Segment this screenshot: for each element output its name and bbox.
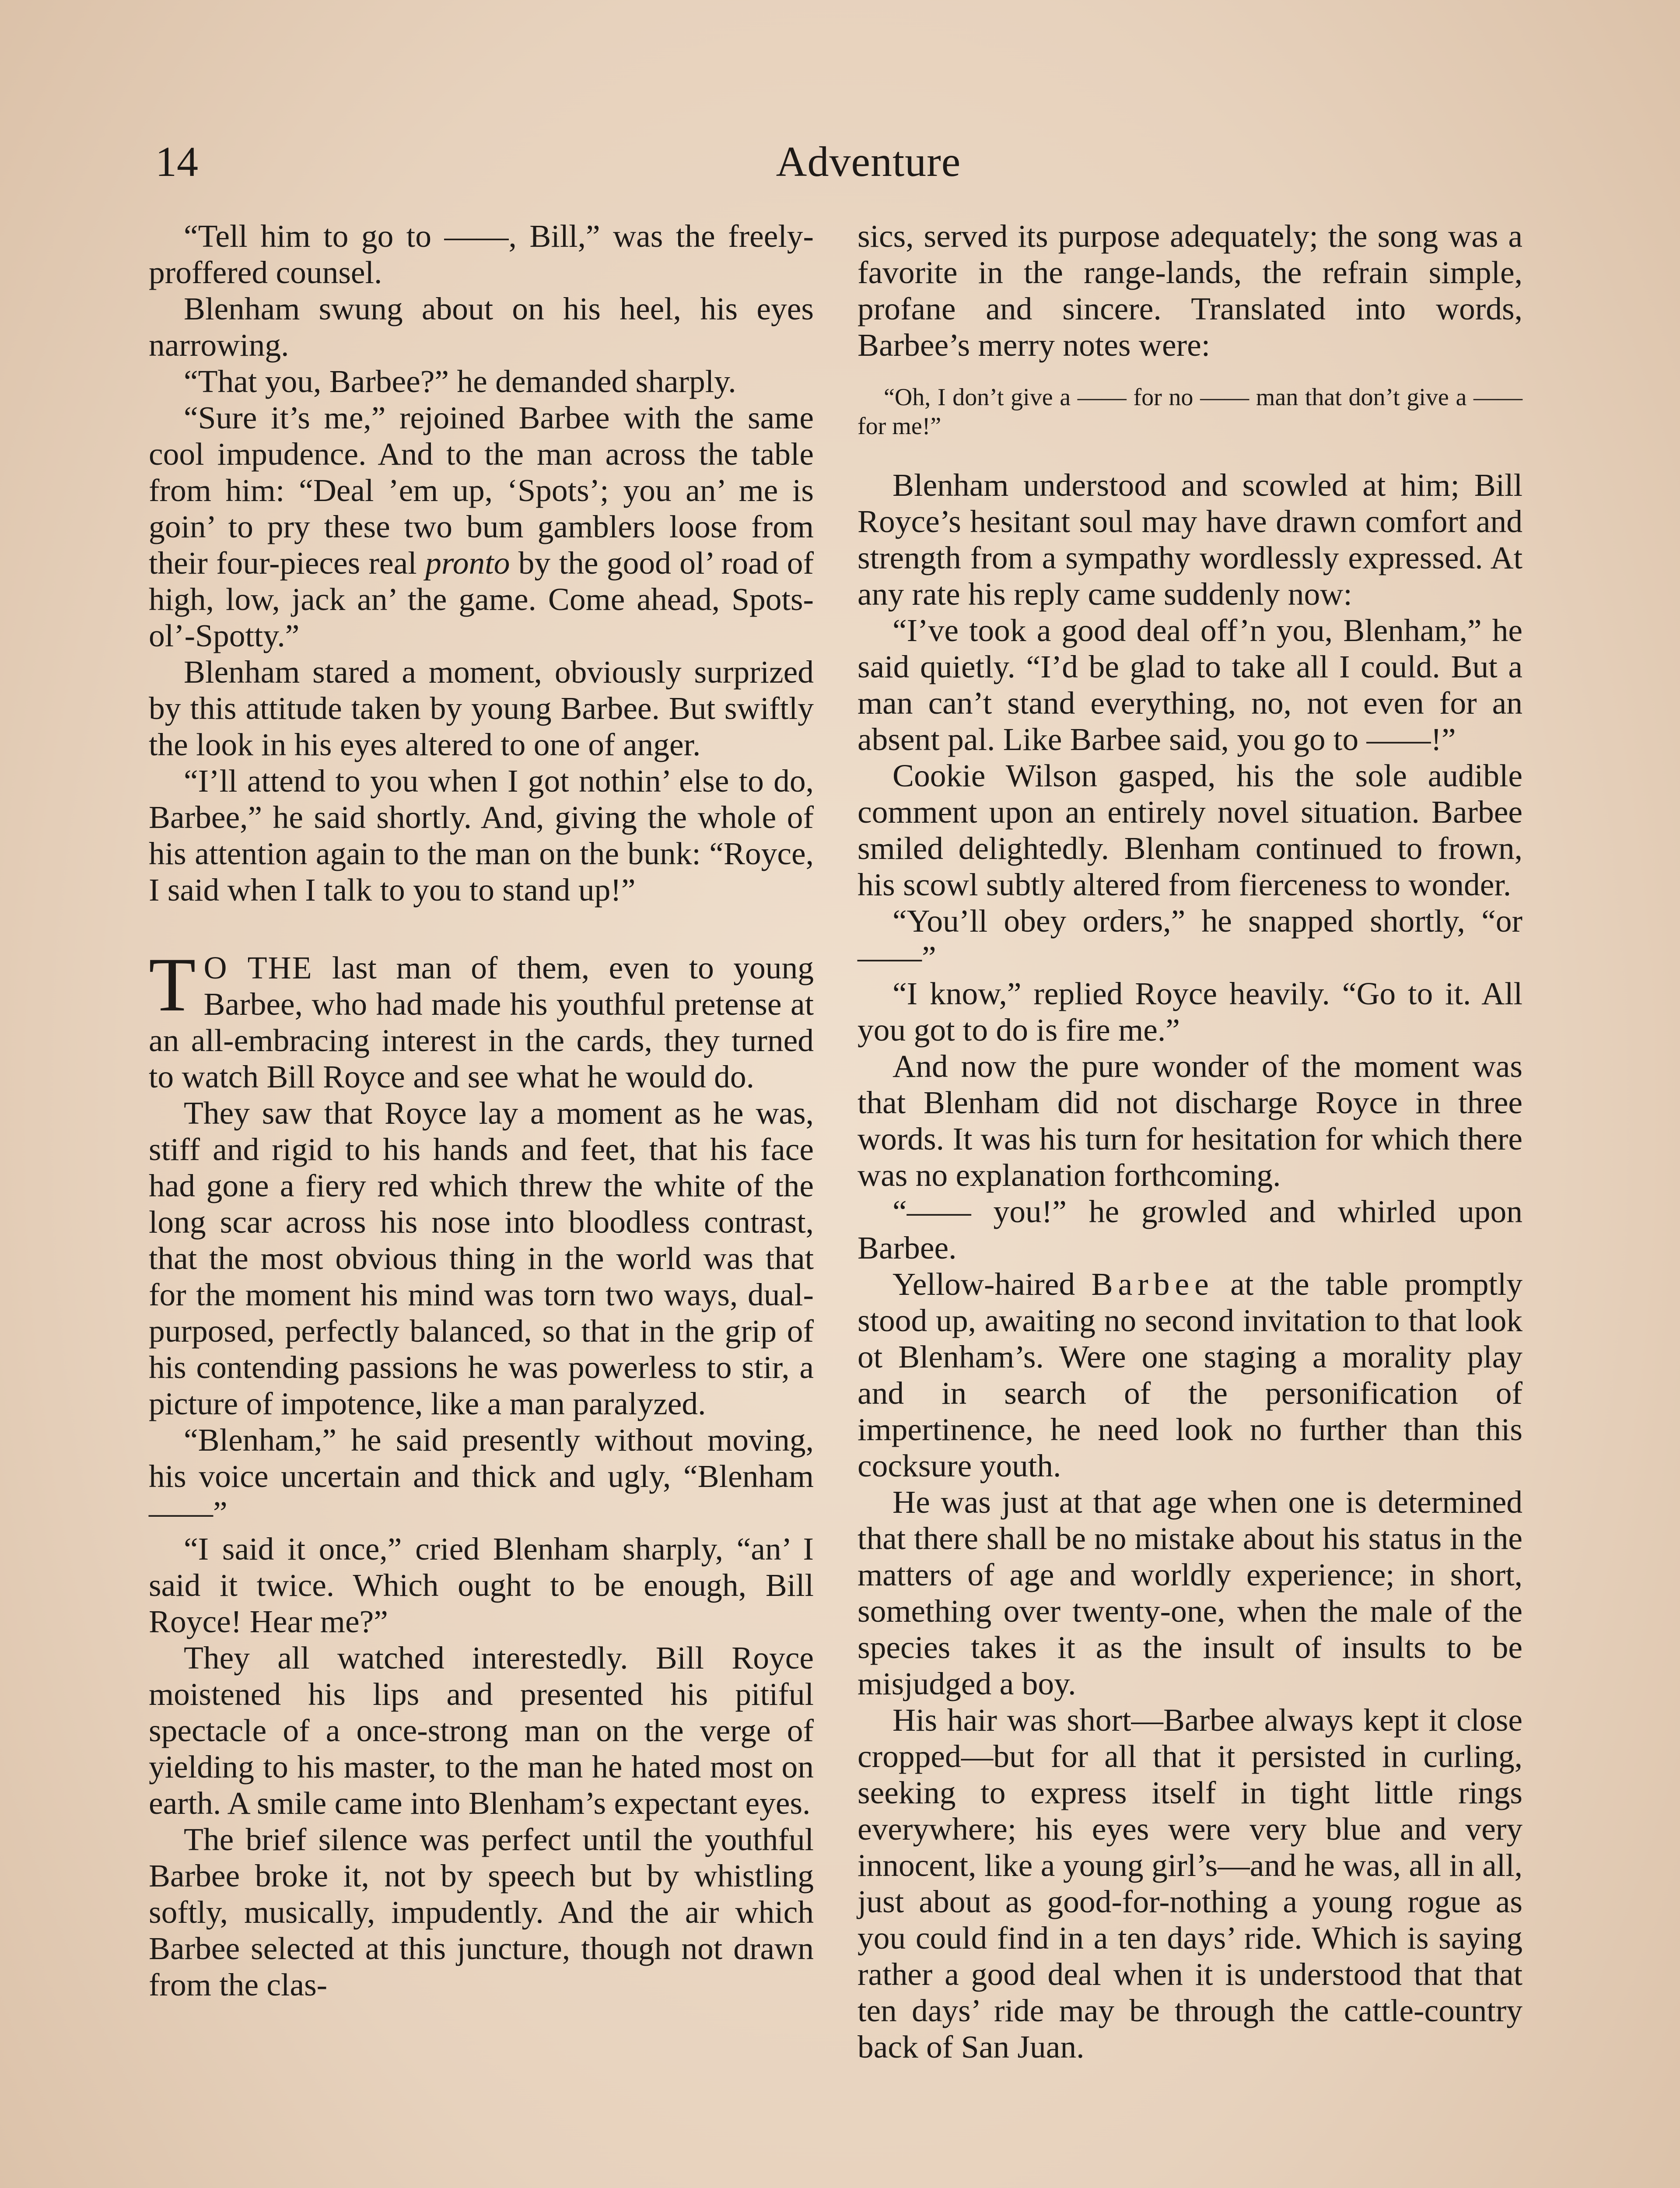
paragraph: “I’ll attend to you when I got nothin’ else to do, Barbee,” he said shortly. And, giving the whole of his attention again to the man on the bunk: “Royce, I said when I talk to you to stand up!” bbox=[149, 763, 814, 908]
paragraph: Blenham swung about on his heel, his eyes narrowing. bbox=[149, 291, 814, 363]
paragraph: “You’ll obey orders,” he snapped shortly, “or ——” bbox=[858, 903, 1522, 975]
paragraph: “—— you!” he growled and whirled upon Barbee. bbox=[858, 1194, 1522, 1266]
paragraph: “That you, Barbee?” he demanded sharply. bbox=[184, 364, 736, 399]
paragraph bbox=[858, 1266, 1522, 1484]
paragraph-text: by the good ol’ road of high, low, jack an’ the game. Come ahead, Spots-ol’-Spotty.” bbox=[149, 545, 814, 653]
paragraph: Blenham understood and scowled at him; Bill Royce’s hesitant soul may have drawn comfort and strength from a sympathy wordlessly expressed. At any rate his reply came suddenly now: bbox=[858, 467, 1522, 612]
paragraph: They saw that Royce lay a moment as he was, stiff and rigid to his hands and feet, that his face had gone a fiery red which threw the white of the long scar across his nose into bloodless contrast, that the most obvious thing in the world was that for the moment his mind was torn two ways, dual-purposed, perfectly balanced, so that in the grip of his contending passions he was powerless to stir, a picture of impotence, like a man paralyzed. bbox=[149, 1095, 814, 1421]
paragraph: “I’ve took a good deal off’n you, Blenham,” he said quietly. “I’d be glad to take all I could. But a man can’t stand everything, no, not even for an absent pal. Like Barbee said, you go to ——!” bbox=[858, 613, 1522, 757]
italic-word: pronto bbox=[425, 545, 510, 581]
paragraph: “I said it once,” cried Blenham sharply, “an’ I said it twice. Which ought to be enough, Bill Royce! Hear me?” bbox=[149, 1531, 814, 1639]
page-number: 14 bbox=[155, 138, 198, 186]
left-column bbox=[149, 218, 814, 2003]
spaced-name: Barbee bbox=[1091, 1266, 1214, 1302]
paragraph-text: “Sure it’s me,” rejoined Barbee with the same cool impudence. And to the man across the table from him: “Deal ’em up, ‘Spots’; you an’ me is goin’ to pry these two bum gamblers loose from their four-pieces real bbox=[149, 400, 814, 581]
paragraph-continuation: sics, served its purpose adequately; the song was a favorite in the range-lands, the refrain simple, profane and sincere. Translated into words, Barbee’s merry notes were: bbox=[858, 218, 1522, 363]
paragraph: His hair was short—Barbee always kept it close cropped—but for all that it persisted in curling, seeking to express itself in tight little rings everywhere; his eyes were very blue and very innocent, like a young girl’s—and he was, all in all, just about as good-for-nothing a young rogue as you could find in a ten days’ ride. Which is saying rather a good deal when it is understood that that ten days’ ride may be through the cattle-country back of San Juan. bbox=[858, 1702, 1522, 2065]
section-opening-paragraph bbox=[149, 942, 814, 1095]
opening-caps: O THE bbox=[203, 950, 313, 985]
paragraph-text: Yellow-haired bbox=[892, 1266, 1092, 1302]
paragraph: “Blenham,” he said presently without moving, his voice uncertain and thick and ugly, “Blenham——” bbox=[149, 1422, 814, 1530]
drop-cap: T bbox=[149, 942, 196, 1027]
paragraph: Blenham stared a moment, obviously surprized by this attitude taken by young Barbee. But swiftly the look in his eyes altered to one of anger. bbox=[149, 654, 814, 762]
paragraph: He was just at that age when one is determined that there shall be no mistake about his status in the matters of age and worldly experience; in short, something over twenty-one, when the male of the species takes it as the insult of insults to be misjudged a boy. bbox=[858, 1484, 1522, 1701]
song-lyric bbox=[858, 383, 1522, 441]
page-header bbox=[155, 131, 1525, 193]
paragraph-text: last man of them, even to young Barbee, who had made his youthful pretense at an all-embracing interest in the cards, they turned to watch Bill Royce and see what he would do. bbox=[149, 950, 814, 1094]
paragraph: “Tell him to go to ——, Bill,” was the freely-proffered counsel. bbox=[149, 218, 814, 290]
paragraph: They all watched interestedly. Bill Royce moistened his lips and presented his pitiful spectacle of a once-strong man on the verge of yielding to his master, to the man he hated most on earth. A smile came into Blenham’s expectant eyes. bbox=[149, 1640, 814, 1821]
paragraph: And now the pure wonder of the moment was that Blenham did not discharge Royce in three words. It was his turn for hesitation for which there was no explanation forthcoming. bbox=[858, 1048, 1522, 1193]
paragraph: “I know,” replied Royce heavily. “Go to it. All you got to do is fire me.” bbox=[858, 976, 1522, 1048]
paragraph: The brief silence was perfect until the youthful Barbee broke it, not by speech but by whistling softly, musically, impudently. And the air which Barbee selected at this juncture, though not drawn from the clas- bbox=[149, 1822, 814, 2002]
paragraph: Cookie Wilson gasped, his the sole audible comment upon an entirely novel situation. Barbee smiled delightedly. Blenham continued to frown, his scowl subtly altered from fierceness to wonder. bbox=[858, 758, 1522, 902]
paragraph bbox=[149, 400, 814, 654]
magazine-title: Adventure bbox=[776, 138, 961, 186]
song-text: “Oh, I don’t give a —— for no —— man that don’t give a —— for me!” bbox=[858, 384, 1522, 440]
right-column bbox=[858, 218, 1522, 2065]
paragraph-text: at the table promptly stood up, awaiting no second invitation to that look ot Blenham’s. Were one staging a morality play and in search of the personification of impertinence, he need look no further than this cocksure youth. bbox=[858, 1266, 1522, 1483]
